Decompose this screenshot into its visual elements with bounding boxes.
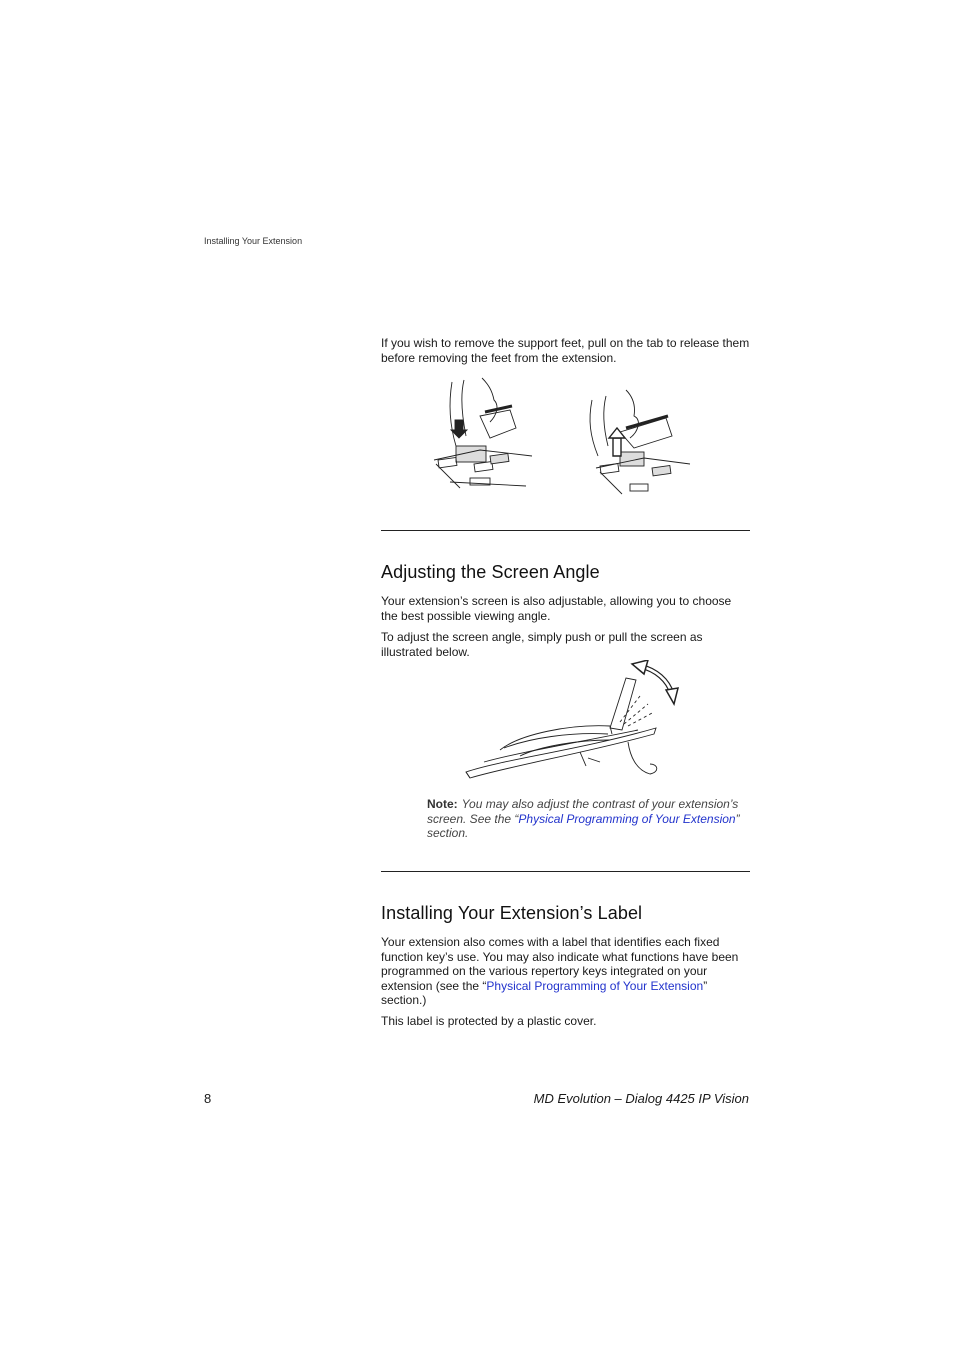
intro-paragraph: If you wish to remove the support feet, pull on the tab to release them before removing the feet from the extension. [381,336,750,365]
pull-tab-figure [590,390,690,494]
section-heading-label: Installing Your Extension’s Label [381,903,643,923]
label-paragraph-1 [381,935,751,1008]
section-heading-screen-angle: Adjusting the Screen Angle [381,562,600,582]
note-text-after: ” section. [427,811,740,840]
note-text-before: You may also adjust the contrast of your extension’s screen. See the “ [427,797,739,826]
screen-angle-illustration [460,660,680,782]
page-number: 8 [204,1091,212,1106]
note-text [427,797,740,840]
phone-body [466,726,657,778]
running-header: Installing Your Extension [204,236,303,246]
screen-angle-paragraph-1: Your extension’s screen is also adjustable, allowing you to choose the best possible viewing angle. [381,594,732,623]
phone-screen [610,678,654,730]
support-feet-illustration [430,376,700,498]
note-label: Note: [427,797,458,811]
label-paragraph-2: This label is protected by a plastic cover. [381,1014,597,1028]
physical-programming-link-2[interactable]: Physical Programming of Your Extension [486,978,704,993]
section-divider-2 [381,871,750,872]
physical-programming-link[interactable]: Physical Programming of Your Extension [518,811,736,826]
label-text-before: Your extension also comes with a label that identifies each fixed function key’s use. You may also indicate what functions have been programmed on the various repertory keys integrated on your extension (see the “ [381,935,739,993]
label-text-after: ” section.) [381,978,708,1007]
section-divider [381,530,750,531]
push-tab-figure [434,378,532,488]
document-title: MD Evolution – Dialog 4425 IP Vision [533,1091,749,1106]
note-block [427,797,752,841]
screen-angle-paragraph-2: To adjust the screen angle, simply push or pull the screen as illustrated below. [381,630,703,659]
